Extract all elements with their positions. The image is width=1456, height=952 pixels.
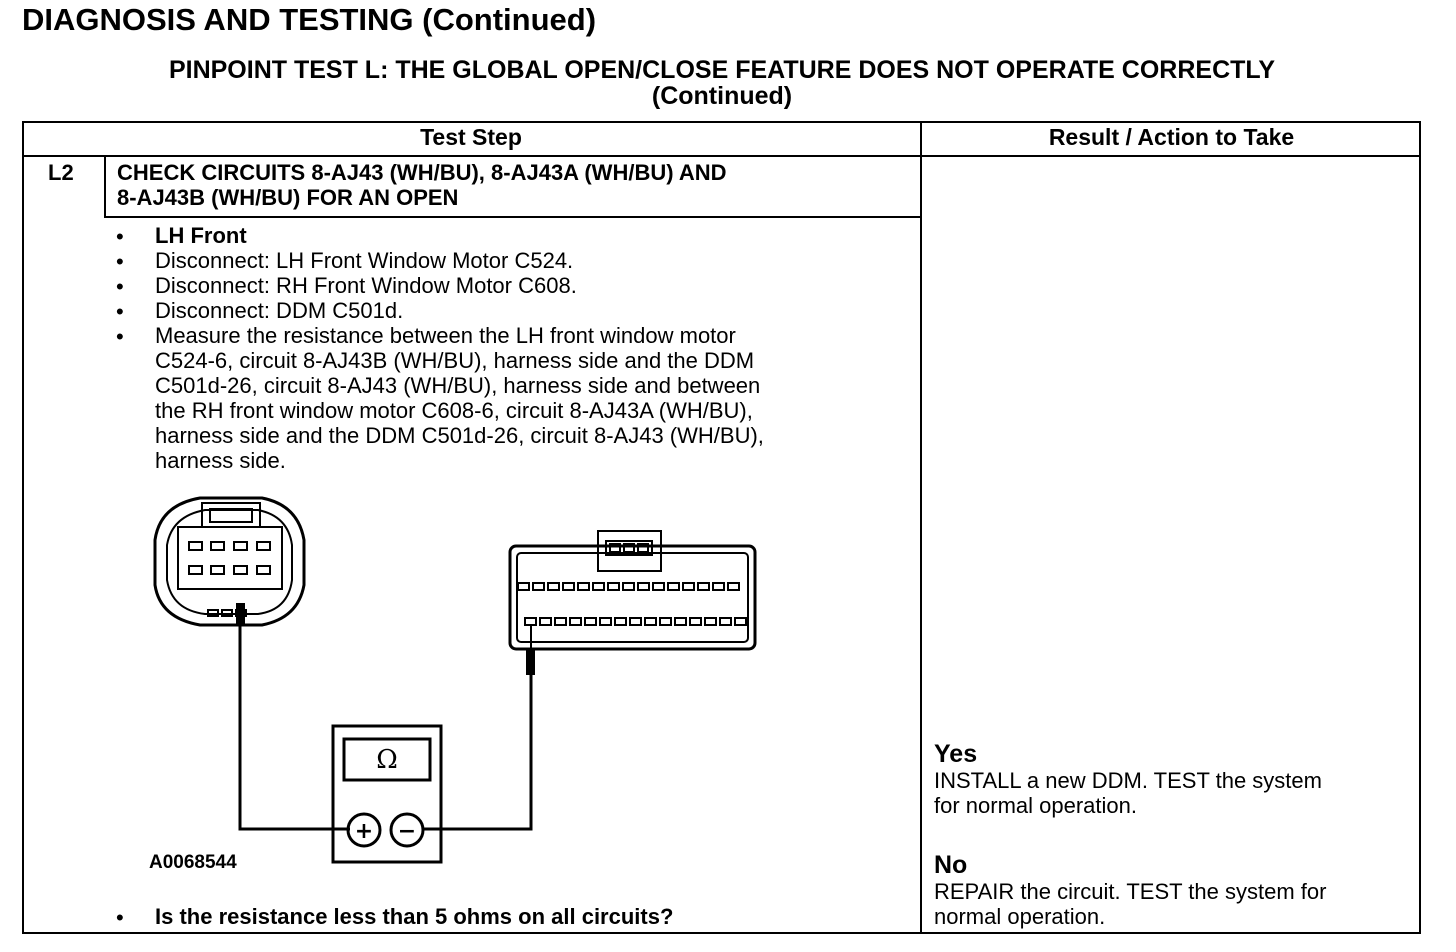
step-item-disconnect-c501d: Disconnect: DDM C501d. — [155, 298, 404, 323]
pinpoint-test-continued: (Continued) — [651, 82, 793, 110]
step-item-disconnect-c608: Disconnect: RH Front Window Motor C608. — [155, 273, 577, 298]
measure-line: harness side. — [155, 448, 286, 473]
bullet: • — [116, 905, 124, 930]
step-item-lh-front: LH Front — [155, 223, 247, 248]
bullet: • — [116, 274, 124, 299]
pinpoint-test-title: PINPOINT TEST L: THE GLOBAL OPEN/CLOSE FEATURE DOES NOT OPERATE CORRECTLY — [168, 56, 1276, 84]
window-motor-connector-icon — [155, 498, 304, 625]
yes-action-line: INSTALL a new DDM. TEST the system — [934, 768, 1322, 793]
step-title-line: 8-AJ43B (WH/BU) FOR AN OPEN — [117, 185, 459, 210]
measure-line: the RH front window motor C608-6, circuit 8-AJ43A (WH/BU), — [155, 398, 753, 423]
step-item-disconnect-c524: Disconnect: LH Front Window Motor C524. — [155, 248, 574, 273]
yes-action — [934, 768, 1322, 818]
figure-reference: A0068544 — [149, 852, 237, 873]
bullet: • — [116, 299, 124, 324]
measure-line: C524-6, circuit 8-AJ43B (WH/BU), harness side and the DDM — [155, 348, 755, 373]
measure-line: Measure the resistance between the LH front window motor — [155, 323, 736, 348]
yes-action-line: for normal operation. — [934, 793, 1137, 818]
yes-label: Yes — [934, 740, 978, 768]
bullet: • — [116, 224, 124, 249]
bullet: • — [116, 249, 124, 274]
no-action-line: REPAIR the circuit. TEST the system for — [934, 879, 1327, 904]
step-question: Is the resistance less than 5 ohms on all circuits? — [155, 904, 674, 929]
measure-line: harness side and the DDM C501d-26, circuit 8-AJ43 (WH/BU), — [155, 423, 764, 448]
no-label: No — [934, 851, 968, 879]
step-id: L2 — [48, 160, 74, 185]
ddm-connector-icon — [510, 531, 755, 649]
plus-terminal-label: + — [354, 819, 374, 844]
no-action-line: normal operation. — [934, 904, 1106, 929]
probe-lead-icon — [236, 603, 535, 829]
page-title: DIAGNOSIS AND TESTING (Continued) — [22, 2, 597, 37]
bullet: • — [116, 324, 124, 349]
no-action — [934, 879, 1326, 929]
column-header-test-step: Test Step — [420, 124, 522, 150]
column-header-result: Result / Action to Take — [1048, 124, 1295, 150]
step-title-line: CHECK CIRCUITS 8-AJ43 (WH/BU), 8-AJ43A (WH/BU) AND — [117, 160, 727, 185]
ohm-symbol: Ω — [376, 745, 398, 775]
measure-line: C501d-26, circuit 8-AJ43 (WH/BU), harness side and between — [155, 373, 761, 398]
minus-terminal-label: − — [397, 819, 417, 844]
